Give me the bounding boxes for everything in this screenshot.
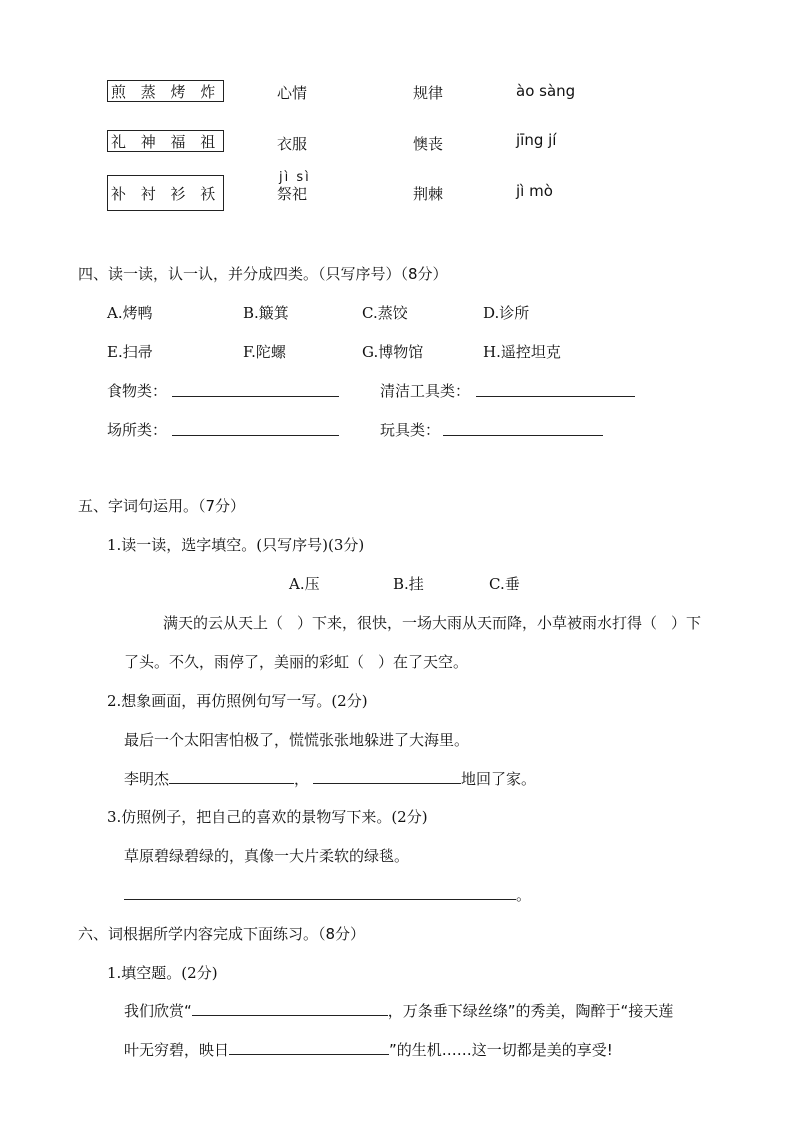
word-xinqing: 心情 xyxy=(277,84,308,102)
q6-1-blank-2[interactable] xyxy=(229,1040,389,1055)
section-4-title: 四、读一读，认一认，并分成四类。（只写序号）（8分） xyxy=(78,265,448,283)
category-cleaning-label: 清洁工具类： xyxy=(380,382,471,400)
q5-1-passage-line-1 xyxy=(163,612,701,633)
q5-2-title: 2.想象画面，再仿照例句写一写。(2分) xyxy=(107,692,368,710)
word-yifu: 衣服 xyxy=(277,135,308,153)
q6-1-line-2 xyxy=(124,1039,613,1060)
pinyin-ji-mo: jì mò xyxy=(516,182,553,200)
q5-1-text-a: 满天的云从天上（ xyxy=(163,614,284,632)
q5-2-text-b: ， xyxy=(294,770,310,788)
q5-1-text-b: ）下来，很快，一场大雨从天而降，小草被雨水打得（ xyxy=(297,614,658,632)
q5-2-prompt xyxy=(124,768,536,789)
option-b: B.簸箕 xyxy=(243,304,289,322)
section-5-title: 五、字词句运用。（7分） xyxy=(78,497,246,515)
q5-3-example: 草原碧绿碧绿的，真像一大片柔软的绿毯。 xyxy=(124,847,410,865)
q5-1-text-e: ）在了天空。 xyxy=(378,653,469,671)
word-guilv: 规律 xyxy=(413,84,444,102)
pinyin-jing-ji: jīng jí xyxy=(516,131,557,149)
pinyin-ji-si: jì sì xyxy=(279,170,311,185)
category-toy-label: 玩具类： xyxy=(380,421,441,439)
option-g: G.博物馆 xyxy=(362,343,424,361)
option-f: F.陀螺 xyxy=(243,343,286,361)
q5-3-period: 。 xyxy=(516,886,532,904)
q5-1-option-a: A.压 xyxy=(289,575,320,593)
q5-1-title: 1.读一读，选字填空。(只写序号)(3分) xyxy=(107,536,365,554)
q6-1-title: 1.填空题。(2分) xyxy=(107,964,218,982)
q5-1-text-d: 了头。不久，雨停了，美丽的彩虹（ xyxy=(124,653,365,671)
q5-2-text-c: 地回了家。 xyxy=(461,770,537,788)
option-e: E.扫帚 xyxy=(107,343,153,361)
category-food-blank[interactable] xyxy=(172,382,339,397)
category-food-label: 食物类： xyxy=(107,382,168,400)
q5-1-option-b: B.挂 xyxy=(393,575,424,593)
word-jisi: 祭祀 xyxy=(277,185,308,203)
q6-1-text-b: ，万条垂下绿丝绦”的秀美，陶醉于“接天莲 xyxy=(387,1002,674,1020)
q5-1-option-c: C.垂 xyxy=(489,575,520,593)
q5-3-blank[interactable] xyxy=(124,885,516,900)
q5-1-text-c: ）下 xyxy=(671,614,702,632)
q5-3-answer xyxy=(124,884,531,905)
char-box-row-3: 补 衬 衫 袄 xyxy=(107,175,224,211)
q6-1-text-d: ”的生机……这一切都是美的享受! xyxy=(389,1041,613,1059)
q6-1-blank-1[interactable] xyxy=(192,1001,388,1016)
q6-1-line-1 xyxy=(124,1000,673,1021)
q5-2-example: 最后一个太阳害怕极了，慌慌张张地躲进了大海里。 xyxy=(124,731,470,749)
option-c: C.蒸饺 xyxy=(362,304,408,322)
word-aosang: 懊丧 xyxy=(413,135,444,153)
q5-2-text-a: 李明杰 xyxy=(124,770,170,788)
q5-1-passage-line-2 xyxy=(124,651,468,672)
q5-3-title: 3.仿照例子，把自己的喜欢的景物写下来。(2分) xyxy=(107,808,428,826)
pinyin-ao-sang: ào sàng xyxy=(516,82,576,100)
category-place-label: 场所类： xyxy=(107,421,168,439)
section-6-title: 六、词根据所学内容完成下面练习。（8分） xyxy=(78,925,366,943)
char-box-row-2: 礼 神 福 祖 xyxy=(107,130,224,152)
option-d: D.诊所 xyxy=(483,304,530,322)
q5-2-blank-1[interactable] xyxy=(169,769,294,784)
category-toy-blank[interactable] xyxy=(443,421,603,436)
category-place-blank[interactable] xyxy=(172,421,339,436)
option-h: H.遥控坦克 xyxy=(483,343,561,361)
q6-1-text-c: 叶无穷碧，映日 xyxy=(124,1041,230,1059)
category-cleaning-blank[interactable] xyxy=(476,382,635,397)
q6-1-text-a: 我们欣赏“ xyxy=(124,1002,192,1020)
char-box-row-1: 煎 蒸 烤 炸 xyxy=(107,80,224,102)
word-jingji: 荆棘 xyxy=(413,185,444,203)
option-a: A.烤鸭 xyxy=(107,304,153,322)
q5-2-blank-2[interactable] xyxy=(313,769,461,784)
